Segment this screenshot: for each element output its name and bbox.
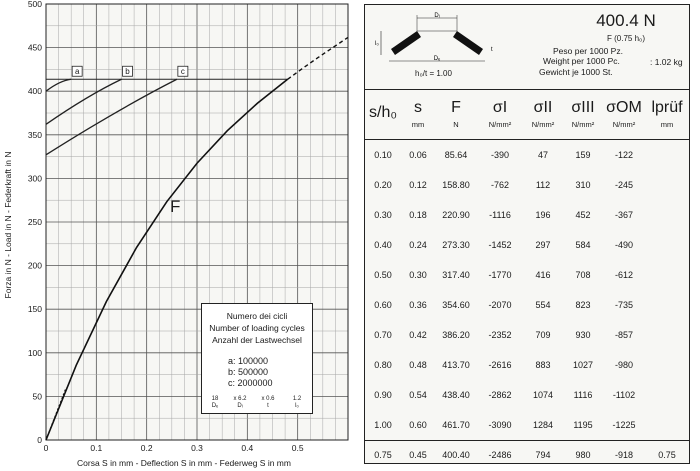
series-label-F: F — [170, 197, 181, 216]
table-cell: 1074 — [532, 390, 554, 400]
table-cell: -2070 — [488, 300, 512, 310]
table-cell — [645, 290, 689, 320]
table-cell — [645, 170, 689, 200]
table-cell: 400.40 — [435, 441, 477, 470]
table-cell: 1195 — [573, 420, 593, 430]
table-cell: 0.48 — [409, 360, 427, 370]
table-cell: -612 — [614, 270, 633, 280]
legend-line-2: Number of loading cycles — [209, 323, 305, 333]
table-cell: 0.24 — [409, 240, 427, 250]
y-tick-label: 0 — [37, 435, 42, 445]
table-cell: 0.30 — [409, 270, 427, 280]
table-cell: 980 — [563, 441, 603, 470]
spec-title: 400.4 N — [596, 11, 656, 30]
table-cell: 1027 — [572, 360, 594, 370]
table-cell: 196 — [535, 210, 551, 220]
x-tick-label: 0.5 — [291, 443, 304, 453]
table-cell: 452 — [575, 210, 591, 220]
table-cell: -1225 — [612, 420, 636, 430]
table-cell: -490 — [614, 240, 633, 250]
table-cell: 0.20 — [374, 180, 392, 190]
table-cell: 438.40 — [442, 390, 470, 400]
table-cell: 0.36 — [409, 300, 427, 310]
table-cell — [645, 200, 689, 230]
disc-left-half — [391, 31, 421, 55]
table-cell: -1452 — [488, 240, 512, 250]
table-cell: 354.60 — [442, 300, 470, 310]
table-cell — [645, 380, 689, 410]
table-row — [365, 380, 689, 410]
table-cell: 47 — [537, 150, 548, 160]
t-label: t — [491, 47, 493, 53]
y-axis-label: Forza in N - Load in N - Federkraft in N — [3, 151, 13, 299]
table-cell: -245 — [614, 180, 633, 190]
table-cell: 930 — [575, 330, 591, 340]
table-cell: 0.70 — [374, 330, 392, 340]
spec-header — [365, 5, 689, 90]
legend-dim-l0: 1.2 l₀ — [292, 396, 302, 409]
weight-value: : 1.02 kg — [650, 57, 683, 67]
x-tick-label: 0.2 — [140, 443, 153, 453]
di-label: Dᵢ — [434, 13, 440, 19]
y-tick-label: 350 — [27, 129, 42, 140]
table-cell: 584 — [575, 240, 591, 250]
table-cell — [645, 260, 689, 290]
x-tick-label: 0.1 — [90, 443, 103, 453]
table-cell — [645, 140, 689, 171]
col-sigma-iii: σIII N/mm² — [563, 89, 603, 140]
legend-cycle-b: b: 500000 — [228, 367, 269, 377]
col-s-h0: s/h₀ — [365, 89, 401, 140]
table-cell: 0.60 — [409, 420, 427, 430]
table-cell: 0.06 — [409, 150, 427, 160]
disc-right-half — [453, 31, 483, 55]
table-cell: -2616 — [488, 360, 512, 370]
table-cell: 461.70 — [442, 420, 470, 430]
spring-diagram — [367, 9, 507, 69]
table-cell — [645, 350, 689, 380]
table-cell: -1116 — [489, 210, 511, 220]
table-cell: 0.30 — [374, 210, 392, 220]
table-row — [365, 170, 689, 200]
table-cell: 0.54 — [409, 390, 427, 400]
col-sigma-i: σI N/mm² — [477, 89, 523, 140]
table-cell: 416 — [535, 270, 551, 280]
table-row — [365, 200, 689, 230]
ratio-label: h₀/t = 1.00 — [415, 69, 452, 78]
col-f: F N — [435, 89, 477, 140]
col-s: s mm — [401, 89, 435, 140]
fatigue-label-c: c — [180, 66, 185, 76]
spec-panel — [364, 4, 690, 464]
table-cell: -2486 — [477, 441, 523, 470]
col-sigma-ii: σII N/mm² — [523, 89, 563, 140]
y-tick-label: 400 — [27, 86, 42, 97]
y-tick-label: 50 — [32, 391, 42, 402]
table-cell: 1116 — [573, 390, 593, 400]
table-cell: 310 — [575, 180, 591, 190]
y-tick-label: 500 — [27, 0, 42, 9]
table-cell: -122 — [614, 150, 633, 160]
table-cell: 297 — [535, 240, 551, 250]
table-cell: 0.18 — [409, 210, 427, 220]
table-cell: 554 — [535, 300, 551, 310]
table-cell: 85.64 — [444, 150, 468, 160]
table-cell: 159 — [575, 150, 591, 160]
table-cell: -1770 — [488, 270, 512, 280]
table-cell: -918 — [603, 441, 645, 470]
y-tick-label: 300 — [27, 173, 42, 184]
weight-line-en: Weight per 1000 Pc. — [543, 56, 620, 66]
y-tick-label: 200 — [27, 260, 42, 271]
table-cell: -390 — [490, 150, 509, 160]
table-cell: 158.80 — [442, 180, 470, 190]
y-tick-label: 100 — [27, 347, 42, 358]
table-cell: 386.20 — [442, 330, 470, 340]
table-cell: -857 — [614, 330, 633, 340]
table-cell: 0.45 — [401, 441, 435, 470]
y-tick-label: 250 — [27, 217, 42, 227]
col-sigma-om: σOM N/mm² — [603, 89, 645, 140]
col-l-pruef: lprüf mm — [645, 89, 689, 140]
table-cell: 0.10 — [374, 150, 392, 160]
table-row — [365, 230, 689, 260]
table-cell: 883 — [535, 360, 551, 370]
deflection-table — [365, 89, 689, 469]
table-cell: 0.60 — [374, 300, 392, 310]
table-cell: 317.40 — [442, 270, 470, 280]
table-cell: 1.00 — [374, 420, 392, 430]
table-cell: -735 — [614, 300, 633, 310]
table-cell — [645, 410, 689, 441]
table-cell — [645, 230, 689, 260]
x-tick-label: 0 — [43, 443, 49, 453]
de-label: Dₑ — [433, 56, 441, 62]
table-cell: 0.75 — [645, 441, 689, 470]
table-cell — [645, 320, 689, 350]
table-cell: -2352 — [488, 330, 512, 340]
table-cell: 0.42 — [409, 330, 427, 340]
table-cell: 273.30 — [442, 240, 470, 250]
legend-box — [201, 303, 313, 414]
table-cell: -2862 — [488, 390, 512, 400]
table-cell: 0.12 — [409, 180, 427, 190]
y-tick-label: 150 — [27, 304, 42, 315]
table-cell: 794 — [523, 441, 563, 470]
table-cell: 0.90 — [374, 390, 392, 400]
table-cell: 220.90 — [442, 210, 470, 220]
table-cell: -1102 — [612, 390, 636, 400]
table-header-row — [365, 89, 689, 140]
spec-subtitle: F (0.75 h₀) — [607, 34, 645, 43]
table-row — [365, 350, 689, 380]
table-cell: 0.40 — [374, 240, 392, 250]
legend-cycle-a: a: 100000 — [228, 356, 269, 366]
table-cell: -367 — [614, 210, 633, 220]
table-cell: -762 — [490, 180, 509, 190]
table-row — [365, 260, 689, 290]
weight-line-it: Peso per 1000 Pz. — [553, 46, 623, 56]
table-row — [365, 290, 689, 320]
l0-label: l₀ — [375, 41, 379, 47]
y-tick-label: 450 — [27, 42, 42, 53]
table-cell: -980 — [614, 360, 633, 370]
weight-line-de: Gewicht je 1000 St. — [539, 67, 613, 77]
table-cell: -3090 — [488, 420, 512, 430]
legend-dim-Di: x 6.2 Dᵢ — [233, 396, 247, 409]
table-cell: 413.70 — [442, 360, 470, 370]
table-cell: 708 — [575, 270, 591, 280]
reference-row — [365, 441, 689, 470]
table-cell: 0.75 — [365, 441, 401, 470]
fatigue-label-a: a — [74, 66, 80, 76]
table-cell: 0.80 — [374, 360, 392, 370]
table-cell: 0.50 — [374, 270, 392, 280]
legend-dim-De: 18 Dₑ — [211, 396, 219, 409]
x-tick-label: 0.3 — [191, 443, 203, 453]
legend-line-3: Anzahl der Lastwechsel — [212, 335, 302, 345]
table-row — [365, 320, 689, 350]
x-tick-label: 0.4 — [241, 443, 254, 453]
x-axis-label: Corsa S in mm - Deflection S in mm - Federweg S in mm — [77, 458, 291, 468]
table-cell: 112 — [535, 180, 551, 190]
table-row — [365, 410, 689, 441]
legend-dim-t: x 0.6 t — [261, 396, 275, 409]
fatigue-label-b: b — [125, 66, 130, 76]
table-cell: 823 — [575, 300, 591, 310]
table-cell: 1284 — [532, 420, 554, 430]
legend-line-1: Numero dei cicli — [226, 311, 288, 321]
legend-cycle-c: c: 2000000 — [228, 378, 273, 388]
table-row — [365, 140, 689, 171]
table-cell: 709 — [535, 330, 551, 340]
